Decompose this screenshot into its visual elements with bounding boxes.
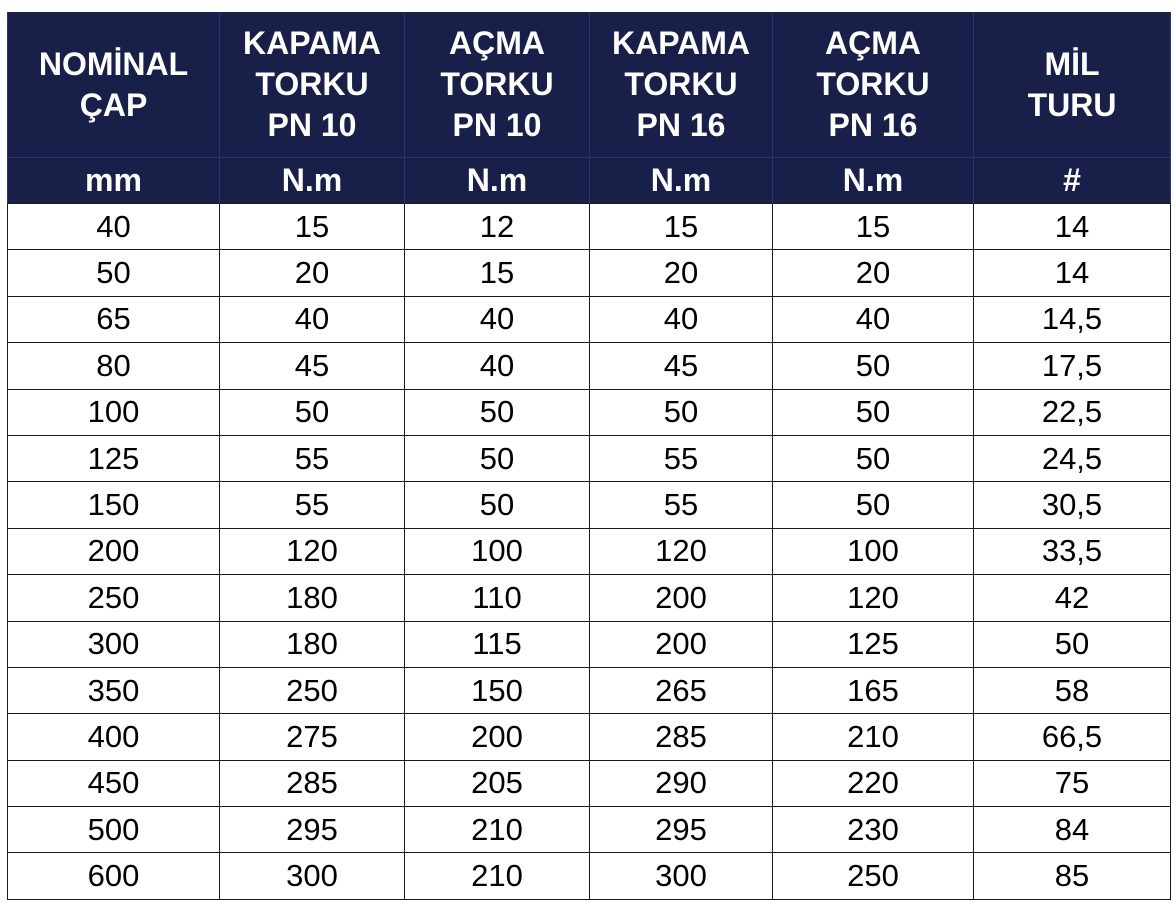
header-line: TURU — [1027, 86, 1117, 123]
table-row — [8, 853, 1171, 899]
table-cell: 15 — [220, 204, 405, 250]
header-opening-torque-pn16 — [773, 12, 974, 158]
table-row — [8, 667, 1171, 713]
table-cell: 300 — [220, 853, 405, 899]
table-cell: 15 — [590, 204, 773, 250]
table-cell: 50 — [773, 435, 974, 481]
table-cell: 24,5 — [974, 435, 1171, 481]
table-cell: 210 — [773, 714, 974, 760]
header-closing-torque-pn16 — [590, 12, 773, 158]
table-cell: 250 — [8, 575, 220, 621]
table-cell: 180 — [220, 621, 405, 667]
table-row — [8, 250, 1171, 296]
table-cell: 50 — [405, 482, 590, 528]
header-line: AÇMA — [449, 25, 545, 61]
table-cell: 50 — [773, 343, 974, 389]
table-cell: 200 — [405, 714, 590, 760]
table-cell: 115 — [405, 621, 590, 667]
table-row — [8, 807, 1171, 853]
table-cell: 210 — [405, 807, 590, 853]
table-row — [8, 389, 1171, 435]
table-cell: 200 — [590, 575, 773, 621]
table-cell: 50 — [773, 482, 974, 528]
table-row — [8, 714, 1171, 760]
table-cell: 12 — [405, 204, 590, 250]
table-cell: 450 — [8, 760, 220, 806]
table-cell: 14 — [974, 250, 1171, 296]
table-cell: 22,5 — [974, 389, 1171, 435]
table-cell: 20 — [590, 250, 773, 296]
table-cell: 55 — [590, 435, 773, 481]
table-cell: 14,5 — [974, 296, 1171, 342]
table-cell: 275 — [220, 714, 405, 760]
table-row — [8, 204, 1171, 250]
table-row — [8, 760, 1171, 806]
table-cell: 65 — [8, 296, 220, 342]
table-cell: 14 — [974, 204, 1171, 250]
table-cell: 50 — [8, 250, 220, 296]
table-cell: 84 — [974, 807, 1171, 853]
header-line: TORKU — [255, 66, 369, 102]
table-cell: 40 — [220, 296, 405, 342]
table-cell: 120 — [773, 575, 974, 621]
header-shaft-turns — [974, 12, 1171, 158]
table-cell: 20 — [773, 250, 974, 296]
table-cell: 50 — [773, 389, 974, 435]
table-cell: 120 — [590, 528, 773, 574]
table-cell: 200 — [8, 528, 220, 574]
table-cell: 210 — [405, 853, 590, 899]
table-cell: 350 — [8, 667, 220, 713]
header-nominal-diameter — [8, 12, 220, 158]
header-line: MİL — [1044, 45, 1100, 82]
table-cell: 15 — [773, 204, 974, 250]
table-cell: 55 — [590, 482, 773, 528]
table-cell: 110 — [405, 575, 590, 621]
table-cell: 125 — [8, 435, 220, 481]
table-cell: 85 — [974, 853, 1171, 899]
table-cell: 600 — [8, 853, 220, 899]
table-cell: 100 — [405, 528, 590, 574]
header-line: PN 16 — [828, 107, 918, 143]
table-cell: 40 — [405, 296, 590, 342]
header-line: AÇMA — [825, 25, 921, 61]
table-header — [8, 12, 1171, 204]
table-cell: 200 — [590, 621, 773, 667]
table-cell: 40 — [405, 343, 590, 389]
table-cell: 250 — [773, 853, 974, 899]
table-cell: 500 — [8, 807, 220, 853]
table-cell: 42 — [974, 575, 1171, 621]
table-cell: 58 — [974, 667, 1171, 713]
unit-cell: N.m — [220, 158, 405, 204]
table-cell: 50 — [220, 389, 405, 435]
table-cell: 165 — [773, 667, 974, 713]
table-cell: 20 — [220, 250, 405, 296]
table-cell: 300 — [8, 621, 220, 667]
table-body — [8, 204, 1171, 900]
table-row — [8, 575, 1171, 621]
table-row — [8, 528, 1171, 574]
header-unit-row — [8, 158, 1171, 204]
table-cell: 50 — [405, 435, 590, 481]
table-cell: 285 — [220, 760, 405, 806]
torque-table-container — [7, 12, 1170, 900]
table-cell: 180 — [220, 575, 405, 621]
header-line: NOMİNAL — [38, 45, 189, 82]
table-cell: 30,5 — [974, 482, 1171, 528]
table-cell: 150 — [8, 482, 220, 528]
header-line: KAPAMA — [242, 25, 382, 61]
table-cell: 50 — [405, 389, 590, 435]
table-cell: 50 — [974, 621, 1171, 667]
unit-cell: mm — [8, 158, 220, 204]
table-cell: 150 — [405, 667, 590, 713]
table-cell: 40 — [590, 296, 773, 342]
table-cell: 300 — [590, 853, 773, 899]
table-row — [8, 482, 1171, 528]
header-line: TORKU — [624, 66, 738, 102]
table-cell: 400 — [8, 714, 220, 760]
table-cell: 205 — [405, 760, 590, 806]
header-line: ÇAP — [79, 86, 148, 123]
table-cell: 45 — [220, 343, 405, 389]
table-cell: 55 — [220, 435, 405, 481]
table-cell: 295 — [590, 807, 773, 853]
table-cell: 75 — [974, 760, 1171, 806]
table-cell: 40 — [773, 296, 974, 342]
table-cell: 50 — [590, 389, 773, 435]
header-closing-torque-pn10 — [220, 12, 405, 158]
header-line: TORKU — [440, 66, 554, 102]
table-cell: 45 — [590, 343, 773, 389]
table-cell: 55 — [220, 482, 405, 528]
table-row — [8, 296, 1171, 342]
header-line: PN 16 — [636, 107, 726, 143]
table-cell: 125 — [773, 621, 974, 667]
table-cell: 120 — [220, 528, 405, 574]
table-row — [8, 621, 1171, 667]
table-cell: 66,5 — [974, 714, 1171, 760]
table-row — [8, 435, 1171, 481]
table-cell: 100 — [773, 528, 974, 574]
unit-cell: # — [974, 158, 1171, 204]
table-cell: 285 — [590, 714, 773, 760]
unit-cell: N.m — [405, 158, 590, 204]
table-cell: 250 — [220, 667, 405, 713]
unit-cell: N.m — [590, 158, 773, 204]
table-cell: 17,5 — [974, 343, 1171, 389]
header-opening-torque-pn10 — [405, 12, 590, 158]
unit-cell: N.m — [773, 158, 974, 204]
table-cell: 220 — [773, 760, 974, 806]
table-cell: 295 — [220, 807, 405, 853]
header-line: KAPAMA — [611, 25, 751, 61]
table-cell: 33,5 — [974, 528, 1171, 574]
torque-table — [7, 12, 1171, 900]
table-cell: 290 — [590, 760, 773, 806]
header-line: PN 10 — [452, 107, 542, 143]
table-cell: 80 — [8, 343, 220, 389]
table-cell: 40 — [8, 204, 220, 250]
table-row — [8, 343, 1171, 389]
table-cell: 15 — [405, 250, 590, 296]
table-cell: 230 — [773, 807, 974, 853]
header-line: PN 10 — [267, 107, 357, 143]
table-cell: 265 — [590, 667, 773, 713]
header-line: TORKU — [816, 66, 930, 102]
table-cell: 100 — [8, 389, 220, 435]
header-title-row — [8, 12, 1171, 158]
